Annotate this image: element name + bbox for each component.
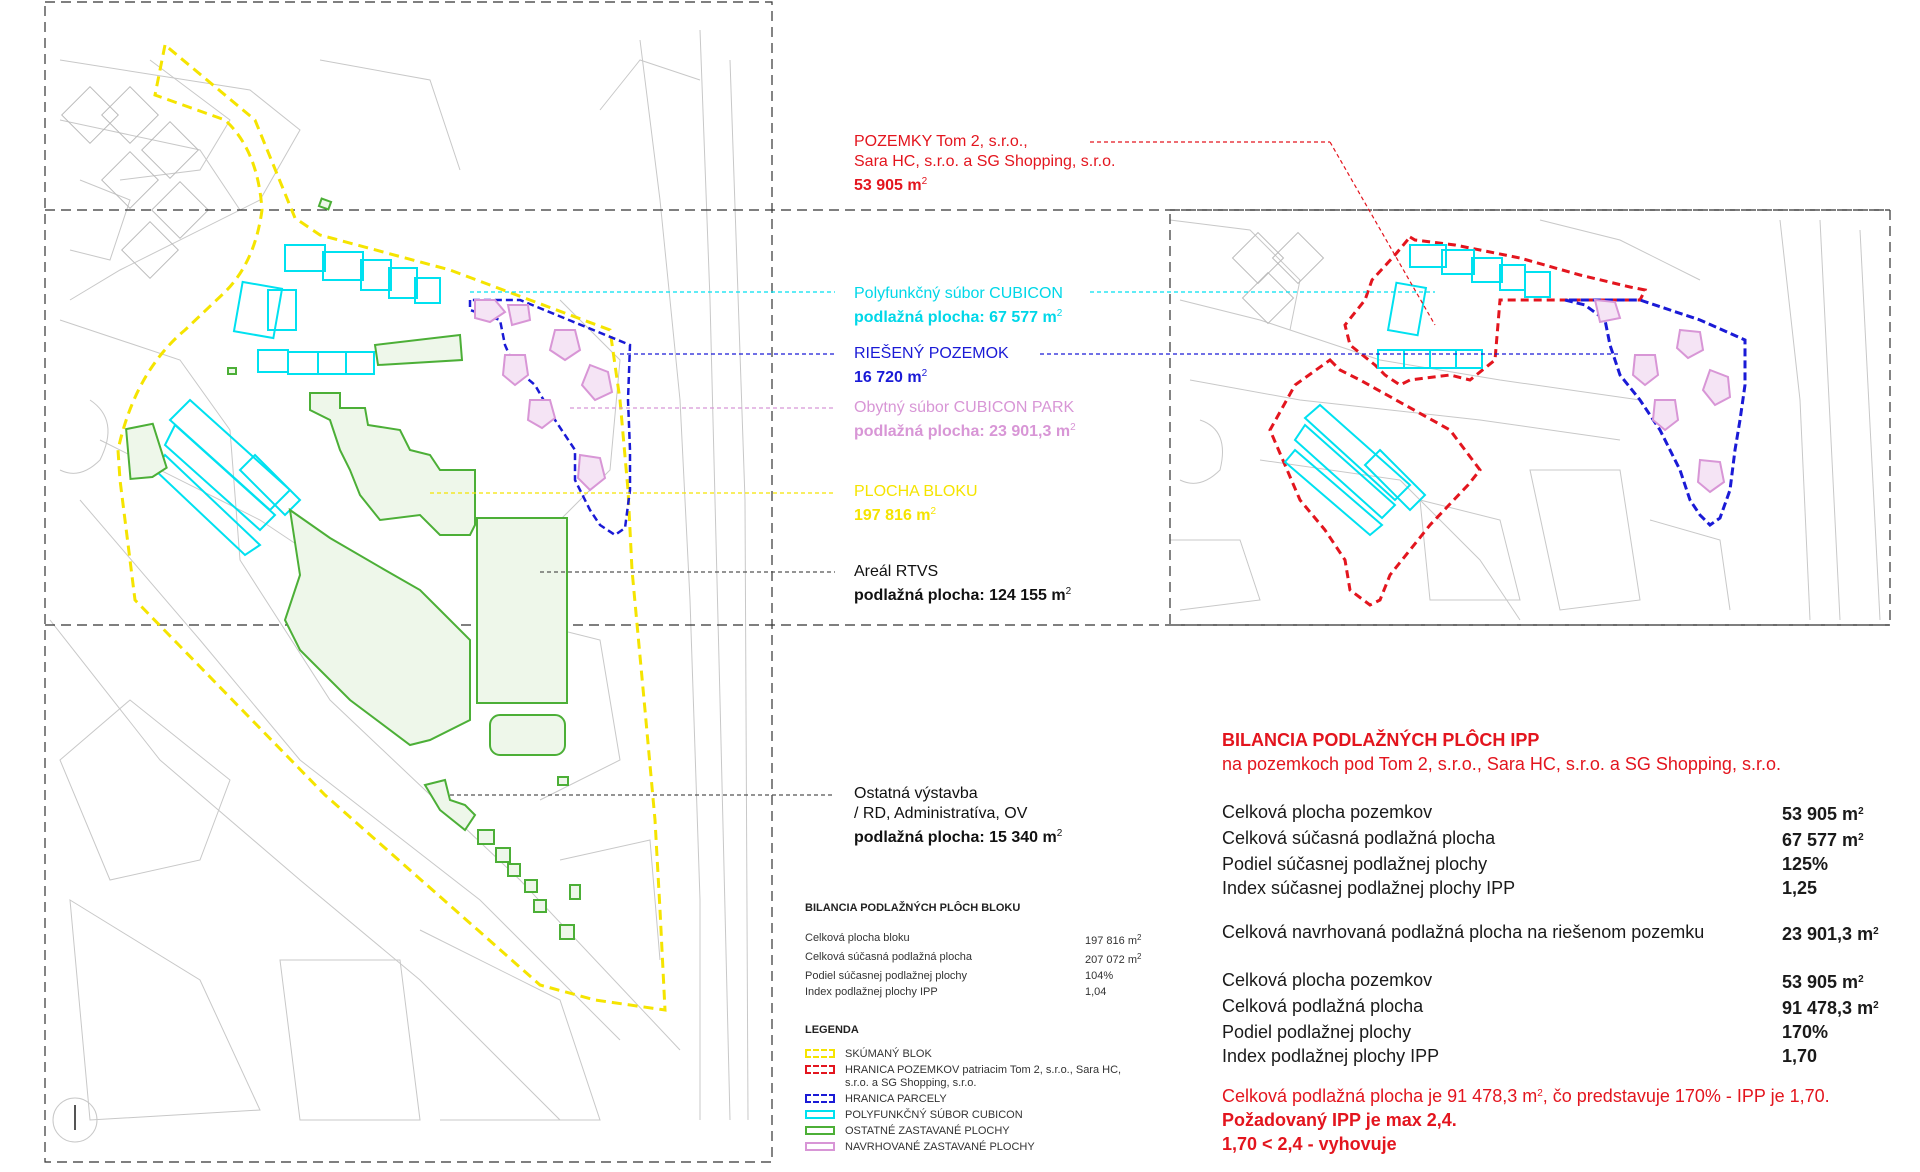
table-row	[1222, 920, 1892, 946]
table-row	[1222, 800, 1892, 826]
label-cubicon-sup: 2	[1056, 308, 1063, 319]
label-rtvs-value: podlažná plocha: 124 155 m	[854, 587, 1066, 604]
row-value: 53 905 m	[1782, 804, 1859, 824]
row-sup: 2	[1136, 933, 1142, 942]
label-pozemky	[854, 132, 1115, 196]
row-label: Celková navrhovaná podlažná plocha na riešenom pozemku	[1222, 922, 1705, 942]
label-ostatna-sup: 2	[1056, 828, 1063, 839]
legend-text: HRANICA POZEMKOV patriacim Tom 2, s.r.o., Sara HC, s.r.o. a SG Shopping, s.r.o.	[845, 1064, 1122, 1089]
conclusion-line3: 1,70 < 2,4 - vyhovuje	[1222, 1134, 1397, 1154]
row-value: 104%	[1085, 970, 1114, 982]
label-plocha-bloku	[854, 482, 978, 526]
legend-swatch-yellow	[805, 1049, 835, 1058]
label-cubicon-name: Polyfunkčný súbor CUBICON	[854, 285, 1063, 302]
existing-buildings	[62, 87, 1324, 324]
label-plocha-bloku-value: 197 816 m	[854, 507, 931, 524]
label-pozemky-value: 53 905 m	[854, 177, 922, 194]
label-cubicon	[854, 284, 1063, 328]
label-park-value: podlažná plocha: 23 901,3 m	[854, 423, 1071, 440]
legend-item	[805, 1109, 1145, 1122]
table-row	[805, 949, 1150, 968]
conclusion-line1a: Celková podlažná plocha je 91 478,3 m	[1222, 1086, 1538, 1106]
legend	[805, 1048, 1145, 1157]
table-row	[1222, 1020, 1892, 1044]
legend-title: LEGENDA	[805, 1024, 859, 1036]
label-park-sup: 2	[1070, 422, 1076, 433]
table-row	[1222, 876, 1892, 900]
table-row	[805, 968, 1150, 984]
table-row	[1222, 1044, 1892, 1068]
row-value: 91 478,3 m	[1782, 998, 1874, 1018]
label-cubicon-value: podlažná plocha: 67 577 m	[854, 309, 1057, 326]
row-label: Celková podlažná plocha	[1222, 996, 1424, 1016]
bilancia-conclusion	[1222, 1082, 1830, 1156]
row-sup: 2	[1873, 926, 1879, 937]
label-plocha-bloku-sup: 2	[930, 506, 937, 517]
legend-swatch-pink	[805, 1142, 835, 1151]
row-sup: 2	[1873, 1000, 1879, 1011]
conclusion-sup: 2	[1537, 1088, 1543, 1099]
label-rtvs	[854, 562, 1071, 606]
row-value: 1,25	[1782, 878, 1818, 898]
leader-lines	[430, 142, 1620, 795]
label-ostatna-line1: Ostatná výstavba	[854, 785, 978, 802]
label-rieseny-sup: 2	[921, 368, 928, 379]
legend-item	[805, 1125, 1145, 1138]
legend-item	[805, 1093, 1145, 1106]
table-row	[1222, 994, 1892, 1020]
bilancia-ipp-rows-c	[1222, 968, 1892, 1068]
label-ostatna	[854, 784, 1062, 848]
row-value: 1,70	[1782, 1046, 1818, 1066]
row-sup: 2	[1858, 832, 1864, 843]
legend-swatch-red	[805, 1065, 835, 1074]
bilancia-ipp-row-b	[1222, 920, 1892, 946]
table-row	[1222, 852, 1892, 876]
cubicon-buildings-right	[1285, 245, 1550, 535]
legend-item	[805, 1064, 1145, 1090]
legend-text: OSTATNÉ ZASTAVANÉ PLOCHY	[845, 1125, 1010, 1137]
legend-item	[805, 1141, 1145, 1154]
row-label: Celková súčasná podlažná plocha	[805, 951, 972, 963]
skumany-blok-boundary	[118, 45, 665, 1010]
row-value: 197 816 m	[1085, 935, 1137, 947]
row-label: Index podlažnej plochy IPP	[1222, 1046, 1440, 1066]
legend-text: HRANICA PARCELY	[845, 1093, 947, 1105]
label-park	[854, 398, 1076, 442]
label-pozemky-line2: Sara HC, s.r.o. a SG Shopping, s.r.o.	[854, 153, 1116, 170]
row-label: Podiel súčasnej podlažnej plochy	[805, 970, 968, 982]
row-value: 1,04	[1085, 986, 1107, 998]
legend-swatch-blue	[805, 1094, 835, 1103]
label-pozemky-sup: 2	[921, 176, 928, 187]
row-label: Celková plocha pozemkov	[1222, 970, 1433, 990]
table-row	[805, 984, 1150, 1000]
row-label: Celková súčasná podlažná plocha	[1222, 828, 1496, 848]
row-label: Podiel podlažnej plochy	[1222, 1022, 1412, 1042]
row-sup: 2	[1858, 806, 1864, 817]
row-label: Celková plocha bloku	[805, 932, 910, 944]
label-pozemky-line1: POZEMKY Tom 2, s.r.o.,	[854, 133, 1028, 150]
bilancia-ipp-title: BILANCIA PODLAŽNÝCH PLÔCH IPP	[1222, 730, 1540, 750]
legend-text: SKÚMANÝ BLOK	[845, 1048, 932, 1060]
row-sup: 2	[1858, 974, 1864, 985]
conclusion-line1b: , čo predstavuje 170% - IPP je 1,70.	[1542, 1086, 1830, 1106]
label-rieseny-name: RIEŠENÝ POZEMOK	[854, 345, 1009, 362]
row-value: 53 905 m	[1782, 972, 1859, 992]
table-row	[805, 930, 1150, 949]
legend-text: NAVRHOVANÉ ZASTAVANÉ PLOCHY	[845, 1141, 1035, 1153]
conclusion-line2: Požadovaný IPP je max 2,4.	[1222, 1110, 1457, 1130]
label-rtvs-name: Areál RTVS	[854, 563, 939, 580]
legend-item	[805, 1048, 1145, 1061]
label-rieseny	[854, 344, 1009, 388]
bilancia-ipp-subtitle: na pozemkoch pod Tom 2, s.r.o., Sara HC, s.r.o. a SG Shopping, s.r.o.	[1222, 754, 1781, 774]
row-value: 67 577 m	[1782, 830, 1859, 850]
label-rieseny-value: 16 720 m	[854, 369, 922, 386]
table-row	[1222, 826, 1892, 852]
legend-text: POLYFUNKČNÝ SÚBOR CUBICON	[845, 1109, 1023, 1121]
row-value: 170%	[1782, 1022, 1829, 1042]
bilancia-bloku-title: BILANCIA PODLAŽNÝCH PLÔCH BLOKU	[805, 902, 1021, 914]
label-ostatna-line2: / RD, Administratíva, OV	[854, 805, 1028, 822]
row-sup: 2	[1136, 952, 1142, 961]
row-label: Podiel súčasnej podlažnej plochy	[1222, 854, 1488, 874]
row-label: Celková plocha pozemkov	[1222, 802, 1433, 822]
legend-swatch-green	[805, 1126, 835, 1135]
label-plocha-bloku-name: PLOCHA BLOKU	[854, 483, 978, 500]
label-park-name: Obytný súbor CUBICON PARK	[854, 399, 1075, 416]
row-label: Index podlažnej plochy IPP	[805, 986, 938, 998]
label-ostatna-value: podlažná plocha: 15 340 m	[854, 829, 1057, 846]
label-rtvs-sup: 2	[1065, 586, 1072, 597]
bilancia-bloku-table	[805, 930, 1150, 1000]
row-value: 125%	[1782, 854, 1829, 874]
row-value: 207 072 m	[1085, 954, 1137, 966]
legend-swatch-cyan	[805, 1110, 835, 1119]
bilancia-ipp-rows-a	[1222, 800, 1892, 900]
row-label: Index súčasnej podlažnej plochy IPP	[1222, 878, 1516, 898]
row-value: 23 901,3 m	[1782, 924, 1874, 944]
table-row	[1222, 968, 1892, 994]
